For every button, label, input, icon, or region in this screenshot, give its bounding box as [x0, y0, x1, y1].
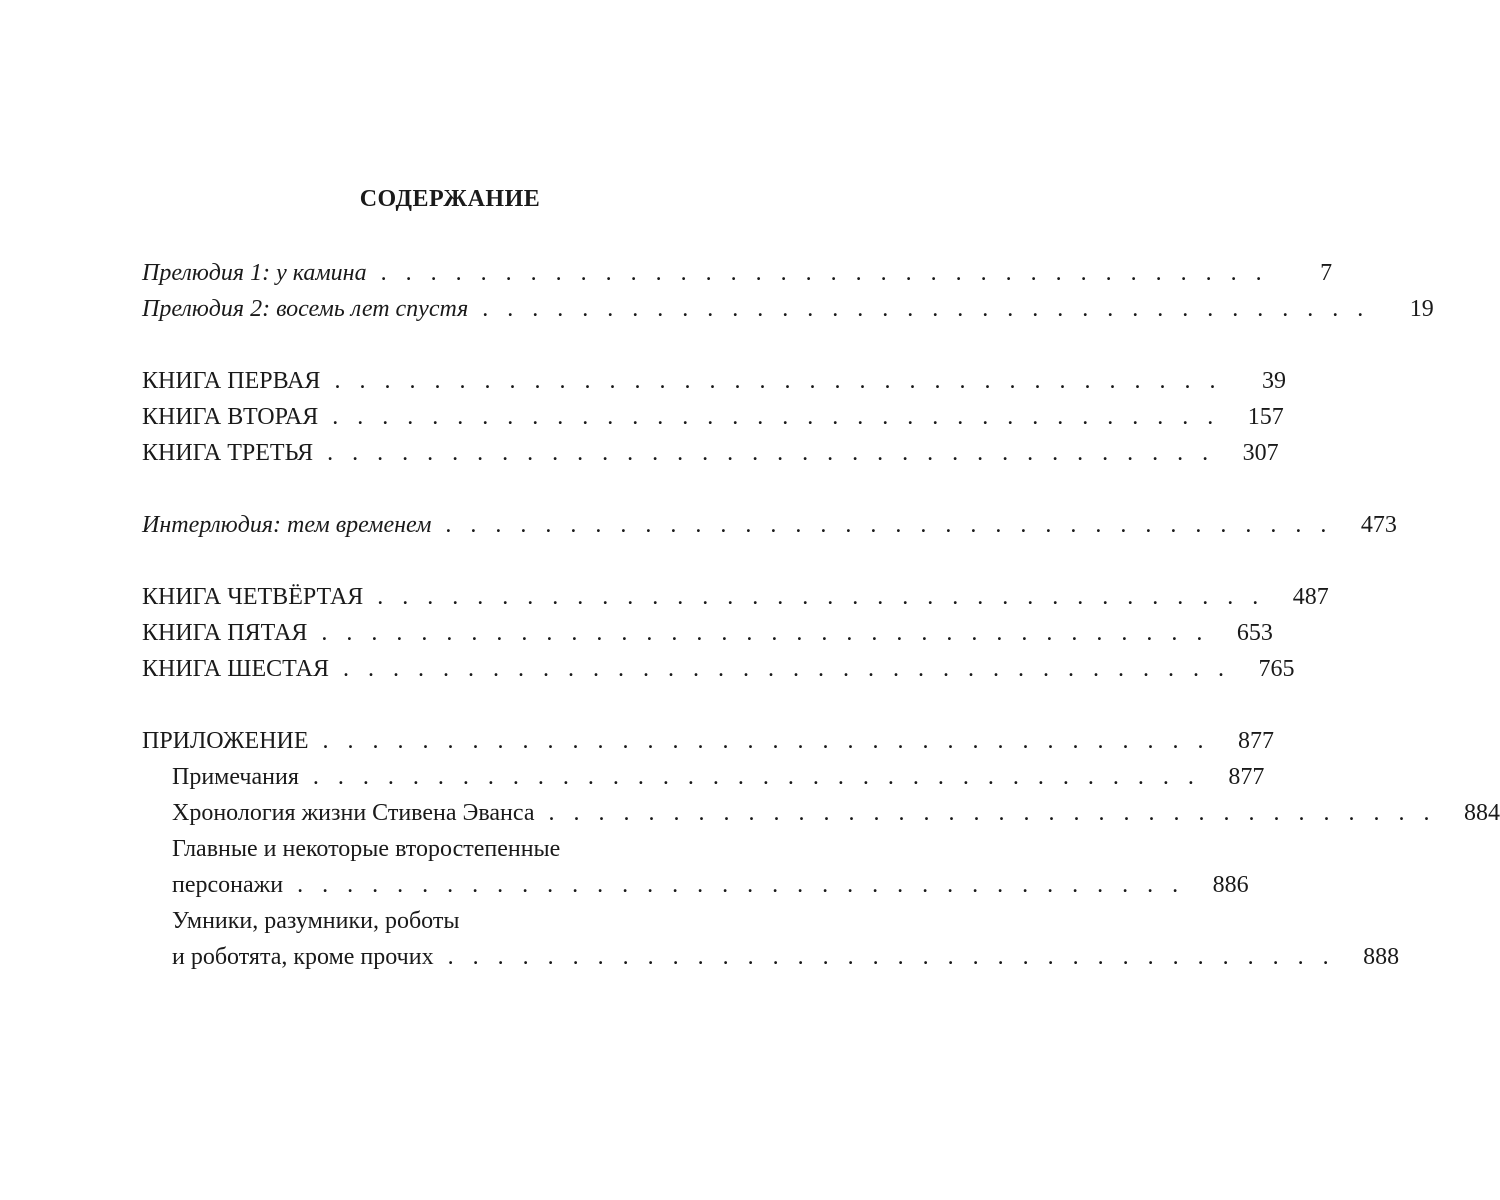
toc-page-number: 877 [1228, 764, 1265, 790]
toc-entry-book-6[interactable] [142, 654, 1295, 684]
toc-page-number: 487 [1292, 584, 1329, 610]
toc-entry-characters[interactable] [172, 870, 1249, 900]
toc-entry-book-2[interactable] [142, 402, 1284, 432]
toc-entry-chronology[interactable] [172, 798, 1500, 828]
toc-title: СОДЕРЖАНИЕ [359, 186, 541, 212]
toc-entry-label: КНИГА ВТОРАЯ [142, 404, 319, 430]
leader-dots: . . . . . . . . . . . . . . . . . . . . . . . . . . . . . . . . . . . . [342, 656, 1231, 682]
leader-dots: . . . . . . . . . . . . . . . . . . . . . . . . . . . . . . . . . . . . [332, 404, 1220, 430]
leader-dots: . . . . . . . . . . . . . . . . . . . . . . . . . . . . . . . . . . . . [482, 296, 1370, 322]
leader-dots: . . . . . . . . . . . . . . . . . . . . . . . . . . . . . . . . . . . . [377, 584, 1265, 610]
toc-entry-label: КНИГА ПЯТАЯ [142, 620, 308, 646]
toc-entry-robots[interactable] [172, 942, 1400, 972]
leader-dots: . . . . . . . . . . . . . . . . . . . . . . . . . . . . . . . . . . . . [297, 872, 1185, 898]
toc-entry-robots-line1[interactable]: Умники, разумники, роботы [172, 908, 460, 934]
toc-page-number: 473 [1360, 512, 1397, 538]
leader-dots: . . . . . . . . . . . . . . . . . . . . . . . . . . . . . . . . . . . . [321, 620, 1209, 646]
toc-entry-prelude-1[interactable] [142, 258, 1333, 288]
toc-entry-label: и роботята, кроме прочих [172, 944, 434, 970]
toc-entry-label: ПРИЛОЖЕНИЕ [142, 728, 309, 754]
leader-dots: . . . . . . . . . . . . . . . . . . . . . . . . . . . . . . . . . . . . [312, 764, 1201, 790]
toc-entry-label: персонажи [172, 872, 284, 898]
leader-dots: . . . . . . . . . . . . . . . . . . . . . . . . . . . . . . . . . . . . [322, 728, 1211, 754]
toc-page-number: 886 [1212, 872, 1249, 898]
toc-entry-label: Прелюдия 1: у камина [142, 260, 367, 286]
toc-entry-book-3[interactable] [142, 438, 1279, 468]
toc-page-number: 307 [1242, 440, 1279, 466]
toc-entry-label: Примечания [172, 764, 299, 790]
toc-entry-label: КНИГА ПЕРВАЯ [142, 368, 321, 394]
toc-entry-label: Хронология жизни Стивена Эванса [172, 800, 535, 826]
toc-entry-prelude-2[interactable] [142, 294, 1434, 324]
toc-page-number: 765 [1258, 656, 1295, 682]
toc-page-number: 653 [1236, 620, 1273, 646]
leader-dots: . . . . . . . . . . . . . . . . . . . . . . . . . . . . . . . . . . . . [447, 944, 1336, 970]
toc-entry-book-4[interactable] [142, 582, 1329, 612]
toc-page-number: 157 [1247, 404, 1284, 430]
toc-page-number: 39 [1261, 368, 1286, 394]
leader-dots: . . . . . . . . . . . . . . . . . . . . . . . . . . . . . . . . . . . . [548, 800, 1436, 826]
toc-entry-notes[interactable] [172, 762, 1265, 792]
toc-page-number: 7 [1320, 260, 1333, 286]
toc-entry-label: КНИГА ШЕСТАЯ [142, 656, 329, 682]
toc-page-number: 884 [1463, 800, 1500, 826]
leader-dots: . . . . . . . . . . . . . . . . . . . . . . . . . . . . . . . . . . . . [445, 512, 1333, 538]
leader-dots: . . . . . . . . . . . . . . . . . . . . . . . . . . . . . . . . . . . . [334, 368, 1222, 394]
toc-page-number: 877 [1238, 728, 1275, 754]
leader-dots: . . . . . . . . . . . . . . . . . . . . . . . . . . . . . . . . . . . . [327, 440, 1215, 466]
toc-entry-label: КНИГА ЧЕТВЁРТАЯ [142, 584, 364, 610]
toc-entry-appendix[interactable] [142, 726, 1275, 756]
toc-page-number: 19 [1409, 296, 1434, 322]
toc-entry-interlude[interactable] [142, 510, 1397, 540]
toc-entry-book-5[interactable] [142, 618, 1273, 648]
toc-entry-label: Интерлюдия: тем временем [142, 512, 432, 538]
toc-entry-label: КНИГА ТРЕТЬЯ [142, 440, 314, 466]
toc-entry-label: Прелюдия 2: восемь лет спустя [142, 296, 469, 322]
toc-page-number: 888 [1363, 944, 1400, 970]
leader-dots: . . . . . . . . . . . . . . . . . . . . . . . . . . . . . . . . . . . . [380, 260, 1269, 286]
toc-entry-characters-line1[interactable]: Главные и некоторые второстепенные [172, 836, 561, 862]
toc-entry-book-1[interactable] [142, 366, 1286, 396]
